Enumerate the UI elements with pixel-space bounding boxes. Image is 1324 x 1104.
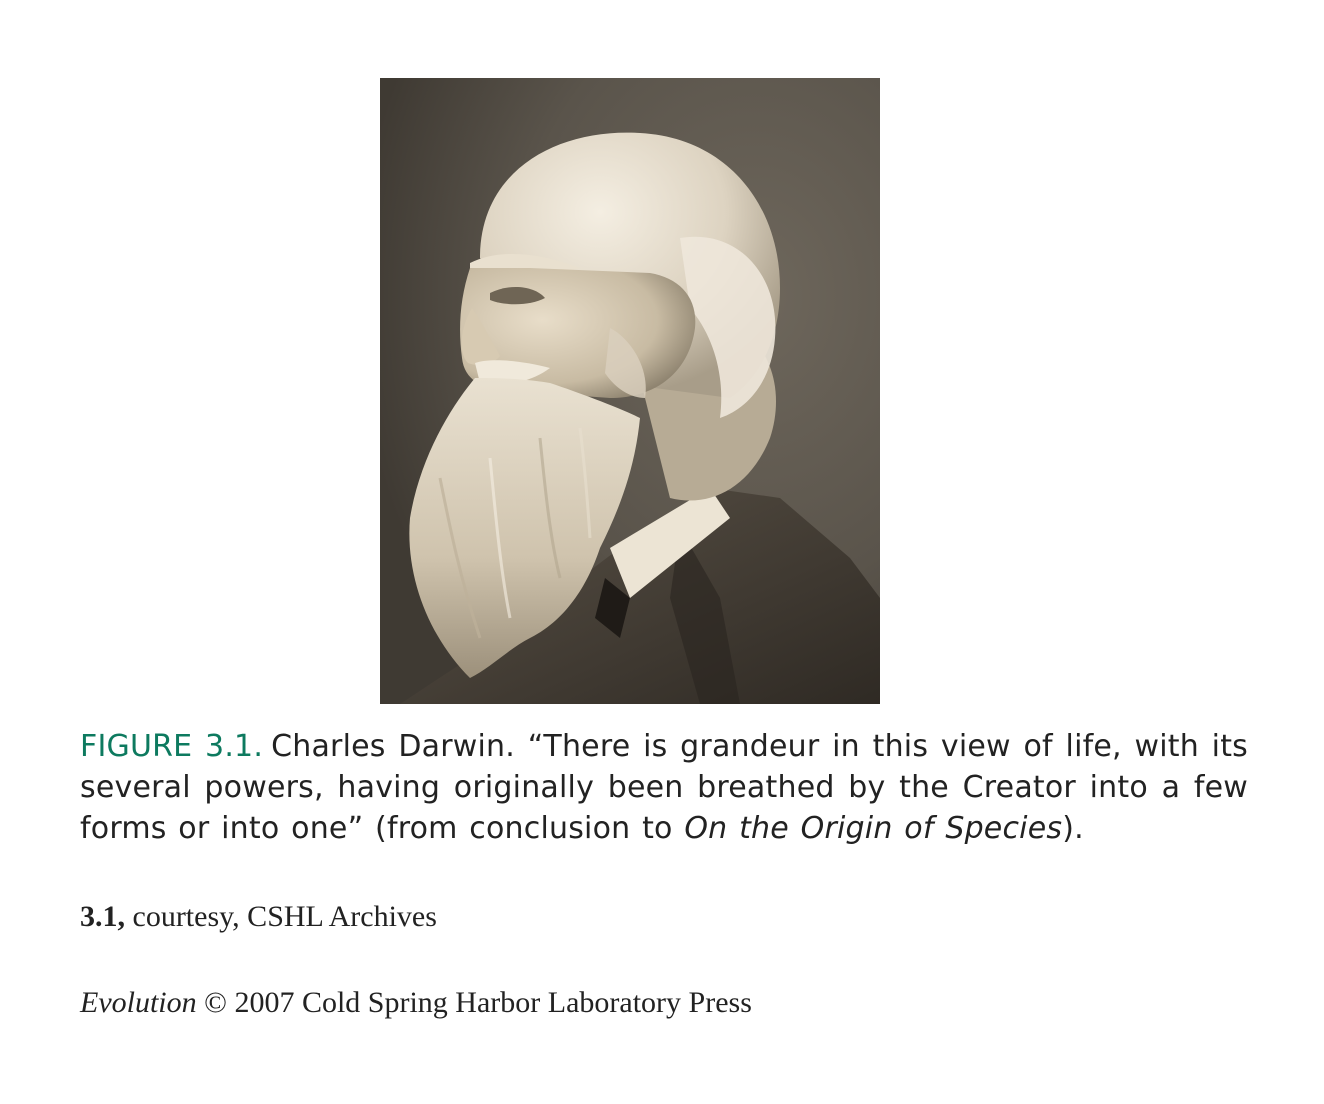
credit-number: 3.1, (80, 900, 125, 933)
darwin-portrait-photo (380, 78, 880, 704)
copyright-text: © 2007 Cold Spring Harbor Laboratory Press (196, 986, 752, 1019)
copyright-line (80, 986, 752, 1020)
caption-text: Charles Darwin. “There is grandeur in this view of life, with its several powers, having originally been breathed by the Creator into a few forms or into one” (from conclusion to (80, 729, 1249, 846)
portrait-illustration (380, 78, 880, 704)
caption-end: ). (1062, 811, 1084, 846)
figure-caption (80, 726, 1248, 849)
credit-text: courtesy, CSHL Archives (125, 900, 437, 933)
photo-credit (80, 900, 437, 934)
copyright-title: Evolution (80, 986, 197, 1019)
figure-label: FIGURE 3.1. (80, 729, 264, 764)
book-title: On the Origin of Species (684, 811, 1063, 846)
